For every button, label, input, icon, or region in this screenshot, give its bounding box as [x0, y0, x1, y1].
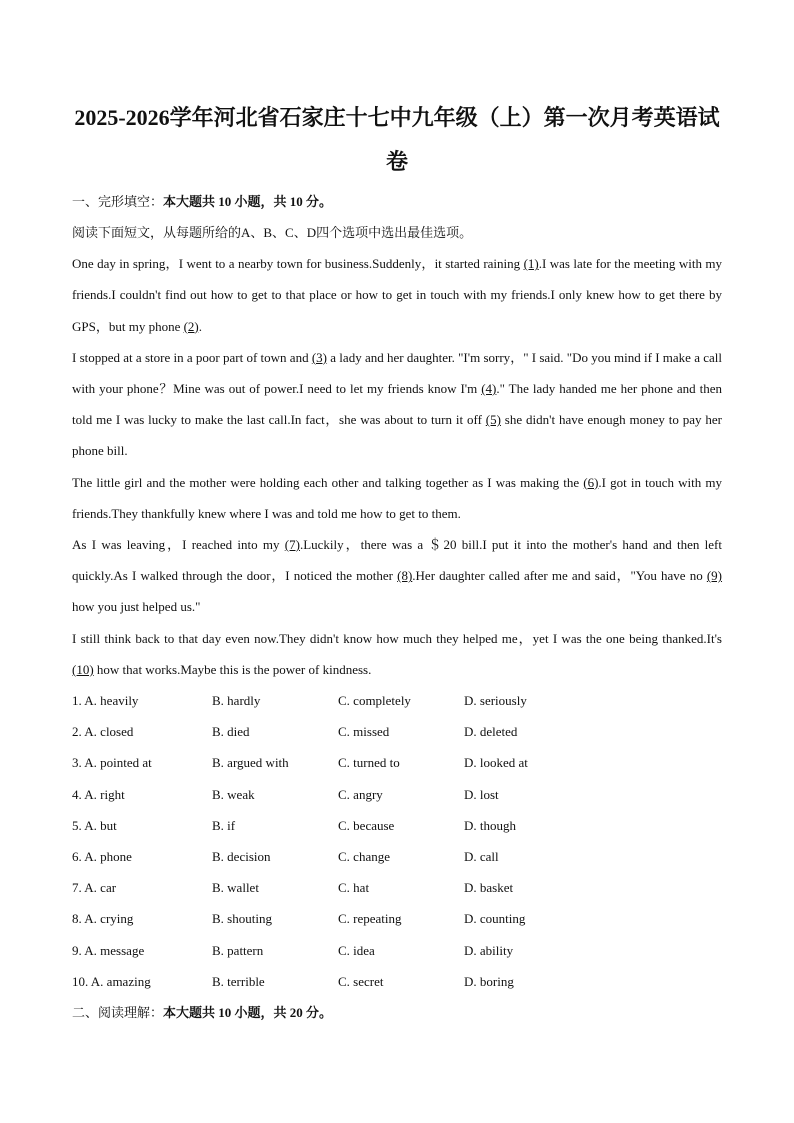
- option-c: C. angry: [338, 786, 383, 802]
- section-1-heading: [72, 186, 722, 217]
- blank-3: (3): [311, 349, 328, 365]
- option-d: D. looked at: [464, 755, 528, 771]
- option-a: 7. A. car: [72, 880, 117, 896]
- passage-paragraph-4: As I was leaving，I reached into my (7).Luckily，there was a ＄20 bill.I put it into the mother's hand and then left quickly.As I walked through the door，I noticed the mother (8).Her daughter called after me and said，"You have no (9) how you just helped us.": [72, 537, 723, 615]
- option-b: B. pattern: [212, 942, 264, 958]
- option-d: D. seriously: [464, 693, 527, 709]
- question-row-5: [72, 810, 722, 841]
- question-row-2: [72, 716, 722, 747]
- option-a: 3. A. pointed at: [72, 755, 152, 771]
- option-d: D. deleted: [464, 724, 518, 740]
- option-c: C. hat: [338, 880, 370, 896]
- option-a: 10. A. amazing: [72, 973, 151, 989]
- section-2-prefix: 二、阅读理解：: [72, 1004, 164, 1020]
- option-c: C. repeating: [338, 911, 402, 927]
- option-a: 5. A. but: [72, 817, 117, 833]
- option-b: B. decision: [212, 848, 271, 864]
- blank-7: (7): [284, 537, 300, 553]
- question-row-4: [72, 779, 722, 810]
- question-row-3: [72, 747, 722, 778]
- option-a: 8. A. crying: [72, 911, 134, 927]
- question-row-8: [72, 903, 722, 934]
- option-c: C. completely: [338, 693, 411, 709]
- option-c: C. missed: [338, 724, 390, 740]
- option-d: D. call: [464, 848, 499, 864]
- exam-title: 2025-2026学年河北省石家庄十七中九年级（上）第一次月考英语试卷: [74, 105, 720, 174]
- section-1-info: 本大题共 10 小题，共 10 分。: [163, 194, 333, 209]
- option-b: B. terrible: [212, 973, 265, 989]
- option-c: C. because: [338, 817, 395, 833]
- option-a: 2. A. closed: [72, 724, 134, 740]
- blank-8: (8): [397, 568, 413, 584]
- option-d: D. though: [464, 817, 516, 833]
- question-row-6: [72, 841, 722, 872]
- blank-5: (5): [485, 412, 501, 428]
- option-b: B. died: [212, 724, 250, 740]
- section-2-info: 本大题共 10 小题，共 20 分。: [163, 1004, 333, 1020]
- option-d: D. lost: [464, 786, 499, 802]
- option-c: C. idea: [338, 942, 375, 958]
- option-a: 6. A. phone: [72, 848, 132, 864]
- option-a: 9. A. message: [72, 942, 145, 958]
- question-row-10: [72, 966, 722, 997]
- option-d: D. basket: [464, 880, 514, 896]
- option-d: D. counting: [464, 911, 526, 927]
- option-d: D. boring: [464, 973, 514, 989]
- option-c: C. change: [338, 848, 390, 864]
- option-b: B. argued with: [212, 755, 289, 771]
- question-row-9: [72, 935, 722, 966]
- option-c: C. turned to: [338, 755, 400, 771]
- blank-6: (6): [583, 474, 599, 490]
- question-options: [72, 685, 722, 997]
- question-row-1: [72, 685, 722, 716]
- instruction: 阅读下面短文，从每题所给的A、B、C、D四个选项中选出最佳选项。: [72, 225, 473, 240]
- option-d: D. ability: [464, 942, 514, 958]
- option-a: 4. A. right: [72, 786, 125, 802]
- option-b: B. shouting: [212, 911, 272, 927]
- blank-10: (10): [72, 661, 94, 677]
- blank-4: (4): [481, 381, 497, 397]
- passage-paragraph-2: I stopped at a store in a poor part of town and (3) a lady and her daughter. "I'm sorry，" I said. "Do you mind if I make a call with your phone？Mine was out of power.I need to let my friends know I'm (4)." The lady handed me her phone and then told me I was lucky to make the last call.In fact，she was about to turn it off (5) she didn't have enough money to pay her phone bill.: [72, 349, 723, 459]
- passage-paragraph-1: One day in spring，I went to a nearby town for business.Suddenly，it started raining (1).I was late for the meeting with my friends.I couldn't find out how to get to that place or how to get in touch with my friends.I only knew how to get there by GPS，but my phone (2).: [72, 256, 722, 334]
- option-b: B. weak: [212, 786, 255, 802]
- blank-9: (9): [706, 568, 723, 584]
- passage-paragraph-3: The little girl and the mother were holding each other and talking together as I was making the (6).I got in touch with my friends.They thankfully knew where I was and told me how to get to them.: [72, 474, 722, 521]
- option-b: B. hardly: [212, 693, 261, 709]
- option-b: B. wallet: [212, 880, 259, 896]
- section-1-prefix: 一、完形填空：: [72, 194, 164, 209]
- option-b: B. if: [212, 817, 236, 833]
- passage-paragraph-5: I still think back to that day even now.They didn't know how much they helped me，yet I was the one being thanked.It's (10) how that works.Maybe this is the power of kindness.: [72, 630, 722, 677]
- blank-2: (2): [183, 318, 199, 334]
- section-2-heading: [72, 997, 722, 1028]
- question-row-7: [72, 872, 722, 903]
- option-a: 1. A. heavily: [72, 693, 139, 709]
- blank-1: (1): [523, 256, 539, 272]
- option-c: C. secret: [338, 973, 384, 989]
